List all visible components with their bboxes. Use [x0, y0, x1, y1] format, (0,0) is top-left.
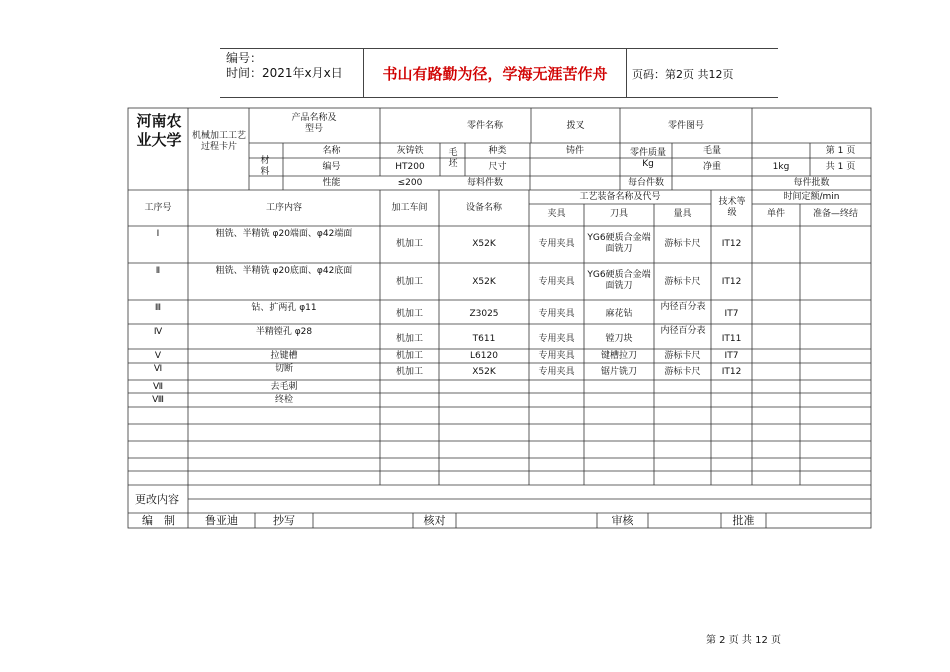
op-equipment: X52K [472, 367, 496, 377]
op-grade: IT7 [724, 351, 739, 361]
op-no: Ⅱ [155, 266, 161, 276]
kind-label: 种类 [488, 146, 507, 156]
op-content: 去毛刺 [270, 382, 298, 392]
op-cutter: 麻花钻 [605, 309, 633, 319]
size-label: 尺寸 [488, 162, 507, 172]
op-content: 终检 [274, 395, 293, 405]
op-fixture: 专用夹具 [538, 277, 575, 287]
name-value: 灰铸铁 [396, 146, 424, 156]
blank-label: 毛坯 [448, 148, 458, 169]
time-label: 时间：2021年x月x日 [226, 66, 343, 80]
op-content: 钻、扩两孔 φ11 [251, 303, 317, 313]
op-grade: IT12 [721, 277, 742, 287]
op-fixture: 专用夹具 [538, 367, 575, 377]
op-workshop: 机加工 [395, 351, 423, 361]
op-fixture: 专用夹具 [538, 239, 575, 249]
check-label: 核对 [423, 514, 446, 527]
change-label: 更改内容 [135, 493, 179, 506]
col-prep-time: 准备—终结 [812, 209, 858, 219]
op-gauge: 游标卡尺 [664, 277, 701, 287]
op-no: Ⅳ [153, 327, 163, 337]
op-no: Ⅷ [152, 395, 164, 405]
part-name-label: 零件名称 [466, 121, 503, 131]
material-label: 材料 [260, 156, 270, 177]
page-no: 第 1 页 [825, 146, 856, 156]
op-content: 粗铣、半精铣 φ20底面、φ42底面 [215, 266, 353, 276]
code-value: HT200 [395, 162, 425, 172]
op-gauge: 游标卡尺 [664, 239, 701, 249]
copy-label: 抄写 [273, 514, 295, 527]
op-workshop: 机加工 [395, 367, 423, 377]
op-gauge: 内径百分表 [660, 302, 706, 312]
col-cutter: 刀具 [609, 209, 628, 219]
number-label: 编号： [226, 51, 263, 65]
net-label: 净重 [702, 162, 721, 172]
op-workshop: 机加工 [395, 277, 423, 287]
op-workshop: 机加工 [395, 309, 423, 319]
op-workshop: 机加工 [395, 334, 423, 344]
op-workshop: 机加工 [395, 239, 423, 249]
op-content: 半精镗孔 φ28 [255, 327, 313, 337]
col-tooling-group: 工艺装备名称及代号 [579, 192, 661, 202]
op-fixture: 专用夹具 [538, 334, 575, 344]
op-no: Ⅰ [156, 229, 160, 239]
part-name-value: 拨叉 [566, 121, 585, 131]
op-grade: IT7 [724, 309, 739, 319]
col-equipment: 设备名称 [465, 203, 502, 213]
op-gauge: 游标卡尺 [664, 367, 701, 377]
op-grade: IT11 [721, 334, 742, 344]
op-cutter: 锯片铣刀 [600, 367, 637, 377]
op-equipment: X52K [472, 277, 496, 287]
col-fixture: 夹具 [547, 209, 566, 219]
product-label: 产品名称及型号 [291, 113, 337, 134]
per-batch-label: 每件批数 [793, 178, 830, 188]
school-name: 河南农业大学 [136, 112, 182, 149]
op-fixture: 专用夹具 [538, 309, 575, 319]
op-content: 切断 [274, 364, 293, 374]
name-label: 名称 [322, 146, 341, 156]
op-cutter: 镗刀块 [605, 334, 633, 344]
col-workshop: 加工车间 [391, 203, 428, 213]
compiler-name: 鲁亚迪 [205, 514, 238, 527]
op-no: Ⅲ [154, 303, 162, 313]
op-equipment: Z3025 [469, 309, 499, 319]
op-content: 粗铣、半精铣 φ20端面、φ42端面 [215, 229, 353, 239]
op-no: Ⅴ [154, 351, 162, 361]
per-material-label: 每料件数 [466, 178, 503, 188]
col-time-group: 时间定额/min [783, 192, 840, 202]
op-no: Ⅵ [153, 364, 163, 374]
card-title: 机械加工工艺过程卡片 [192, 131, 247, 152]
op-grade: IT12 [721, 239, 742, 249]
part-drawing-label: 零件图号 [667, 121, 704, 131]
approve-label: 批准 [732, 514, 755, 527]
gross-label: 毛量 [702, 146, 721, 156]
col-gauge: 量具 [673, 209, 692, 219]
op-grade: IT12 [721, 367, 742, 377]
op-cutter: 键槽拉刀 [600, 351, 637, 361]
op-gauge: 游标卡尺 [664, 351, 701, 361]
page-total: 共 1 页 [825, 162, 856, 172]
per-unit-label: 每台件数 [627, 178, 664, 188]
code-label: 编号 [322, 162, 341, 172]
op-equipment: X52K [472, 239, 496, 249]
kind-value: 铸件 [565, 146, 584, 156]
review-label: 审核 [611, 514, 634, 527]
net-value: 1kg [772, 162, 790, 172]
property-label: 性能 [322, 178, 341, 188]
page-label: 页码：第2页 共12页 [632, 68, 734, 81]
op-fixture: 专用夹具 [538, 351, 575, 361]
op-cutter: YG6硬质合金端面铣刀 [587, 270, 651, 291]
op-no: Ⅶ [152, 382, 164, 392]
page-footer: 第 2 页 共 12 页 [706, 635, 781, 646]
part-mass-label: 零件质量Kg [629, 148, 666, 169]
col-unit-time: 单件 [766, 209, 785, 219]
motto: 书山有路勤为径，学海无涯苦作舟 [363, 49, 627, 97]
col-op-content: 工序内容 [265, 203, 302, 213]
compile-label: 编 制 [142, 514, 175, 527]
col-grade: 技术等级 [718, 197, 746, 218]
op-gauge: 内径百分表 [660, 326, 706, 336]
col-op-no: 工序号 [144, 203, 172, 213]
op-equipment: T611 [472, 334, 496, 344]
op-cutter: YG6硬质合金端面铣刀 [587, 233, 651, 254]
property-value: ≤200 [397, 178, 423, 188]
op-content: 拉键槽 [270, 351, 298, 361]
op-equipment: L6120 [470, 351, 498, 361]
